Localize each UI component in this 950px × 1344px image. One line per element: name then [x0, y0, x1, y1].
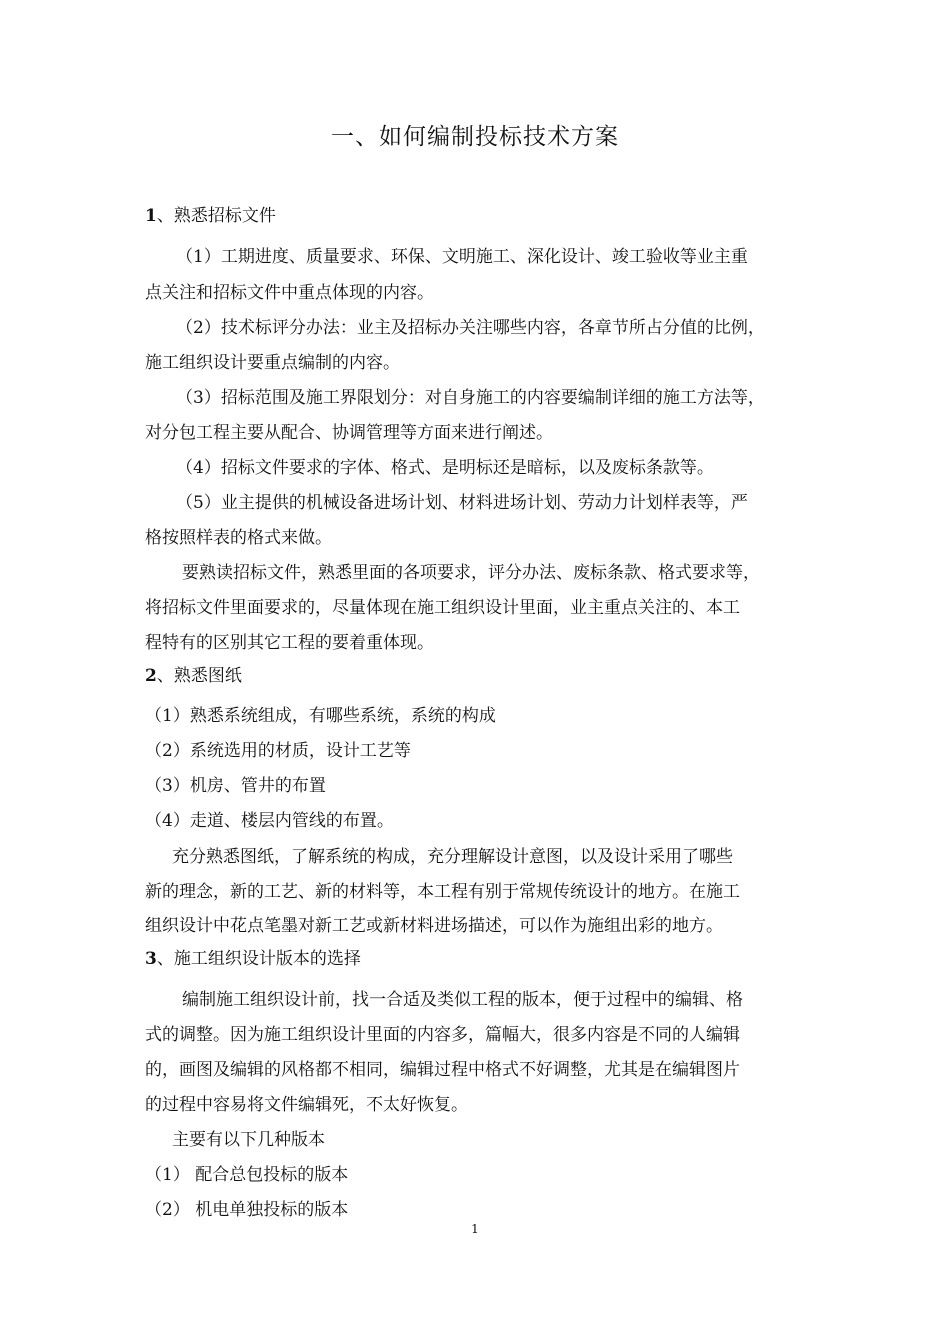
paragraph-line: （5）业主提供的机械设备进场计划、材料进场计划、劳动力计划样表等，严: [176, 493, 748, 513]
section-number: 1: [145, 206, 157, 226]
list-item: （1）熟悉系统组成，有哪些系统，系统的构成: [145, 706, 496, 726]
section-heading-1: [145, 204, 276, 228]
paragraph-line: 的过程中容易将文件编辑死，不太好恢复。: [145, 1095, 468, 1115]
section-heading-3: [145, 947, 361, 971]
page-number: 1: [471, 1222, 479, 1236]
paragraph-line: 格按照样表的格式来做。: [145, 528, 332, 548]
paragraph-line: 点关注和招标文件中重点体现的内容。: [145, 283, 434, 303]
paragraph-line: 组织设计中花点笔墨对新工艺或新材料进场描述，可以作为施组出彩的地方。: [145, 916, 723, 936]
paragraph-line: （4）招标文件要求的字体、格式、是明标还是暗标，以及废标条款等。: [176, 458, 714, 478]
list-item: （2） 机电单独投标的版本: [145, 1200, 349, 1220]
paragraph-line: 将招标文件里面要求的，尽量体现在施工组织设计里面，业主重点关注的、本工: [145, 598, 740, 618]
list-item: （1） 配合总包投标的版本: [145, 1165, 349, 1185]
section-heading-text: 、熟悉招标文件: [156, 206, 276, 226]
paragraph-line: 对分包工程主要从配合、协调管理等方面来进行阐述。: [145, 423, 553, 443]
list-item: （2）系统选用的材质，设计工艺等: [145, 741, 411, 761]
paragraph-line: （1）工期进度、质量要求、环保、文明施工、深化设计、竣工验收等业主重: [176, 247, 748, 267]
section-number: 3: [145, 949, 157, 969]
document-title: 一、如何编制投标技术方案: [331, 124, 619, 150]
paragraph-line: （3）招标范围及施工界限划分：对自身施工的内容要编制详细的施工方法等，: [176, 388, 765, 408]
paragraph-line: （2）技术标评分办法：业主及招标办关注哪些内容，各章节所占分值的比例，: [176, 318, 765, 338]
list-item: （3）机房、管井的布置: [145, 776, 326, 796]
paragraph-line: 编制施工组织设计前，找一合适及类似工程的版本，便于过程中的编辑、格: [182, 990, 743, 1010]
paragraph-line: 充分熟悉图纸，了解系统的构成，充分理解设计意图，以及设计采用了哪些: [172, 847, 733, 867]
section-heading-text: 、施工组织设计版本的选择: [156, 949, 361, 969]
paragraph-line: 新的理念，新的工艺、新的材料等，本工程有别于常规传统设计的地方。在施工: [145, 882, 740, 902]
section-number: 2: [145, 666, 157, 686]
paragraph-line: 程特有的区别其它工程的要着重体现。: [145, 633, 434, 653]
paragraph-line: 式的调整。因为施工组织设计里面的内容多，篇幅大，很多内容是不同的人编辑: [145, 1025, 740, 1045]
paragraph-line: 的，画图及编辑的风格都不相同，编辑过程中格式不好调整，尤其是在编辑图片: [145, 1060, 740, 1080]
list-item: （4）走道、楼层内管线的布置。: [145, 811, 394, 831]
paragraph-line: 施工组织设计要重点编制的内容。: [145, 353, 400, 373]
section-heading-2: [145, 664, 242, 688]
paragraph-line: 要熟读招标文件，熟悉里面的各项要求，评分办法、废标条款、格式要求等，: [182, 563, 760, 583]
paragraph-line: 主要有以下几种版本: [172, 1130, 325, 1150]
section-heading-text: 、熟悉图纸: [156, 666, 242, 686]
